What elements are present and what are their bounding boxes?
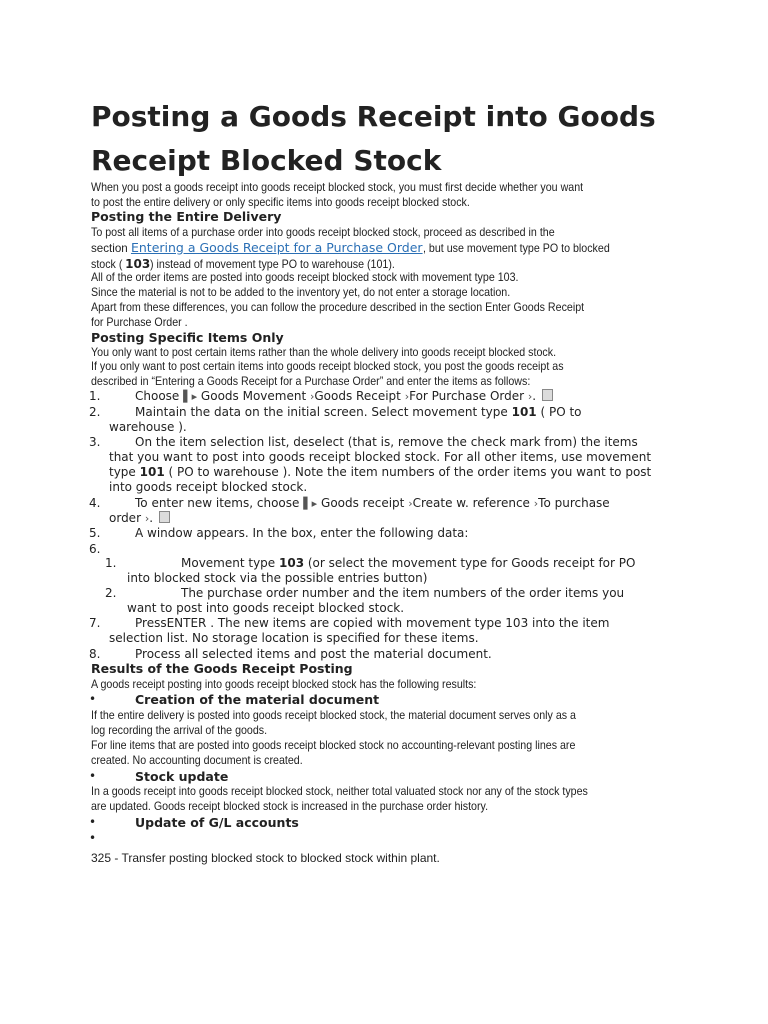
step-text: . <box>149 511 157 525</box>
step-text: PressENTER . The new items are copied with movement type 103 into the item <box>135 616 610 630</box>
step-text: into blocked stock via the possible entries button) <box>127 571 428 585</box>
paragraph-text: If you only want to post certain items into goods receipt blocked stock, you post the goods receipt as <box>91 360 564 373</box>
movement-type-103: 103 <box>125 257 151 271</box>
section-heading-entire-delivery: Posting the Entire Delivery <box>91 209 282 224</box>
path-arrow-icon: ▌▸ <box>303 497 318 510</box>
path-arrow-icon: ▌▸ <box>183 390 198 403</box>
chevron-right-icon: › <box>527 390 533 403</box>
list-item <box>135 496 610 510</box>
step-text: A window appears. In the box, enter the following data: <box>135 526 469 540</box>
paragraph-text: In a goods receipt into goods receipt blocked stock, neither total valuated stock nor any of the stock types <box>91 785 588 798</box>
step-text: . <box>532 389 540 403</box>
step-text: (or select the movement type for Goods receipt for PO <box>304 556 636 570</box>
paragraph-text: You only want to post certain items rather than the whole delivery into goods receipt blocked stock. <box>91 346 557 359</box>
list-item <box>109 511 170 525</box>
result-heading-material-document: Creation of the material document <box>135 692 380 707</box>
result-heading-gl-accounts: Update of G/L accounts <box>135 815 299 830</box>
list-number: 3. <box>89 435 101 449</box>
paragraph-text: , but use movement type PO to blocked <box>422 242 610 255</box>
list-number: 4. <box>89 496 101 510</box>
paragraph-text: for Purchase Order . <box>91 316 188 329</box>
list-number: 7. <box>89 616 101 630</box>
step-text: warehouse ). <box>109 420 187 434</box>
paragraph-text: If the entire delivery is posted into goods receipt blocked stock, the material document serves only as a <box>91 709 576 722</box>
result-heading-stock-update: Stock update <box>135 769 229 784</box>
menu-path-item: Goods Receipt <box>314 389 405 403</box>
list-item <box>181 556 635 570</box>
page-title-line-1: Posting a Goods Receipt into Goods <box>91 100 656 133</box>
menu-path-item: order <box>109 511 145 525</box>
list-number: 2. <box>105 586 117 600</box>
paragraph-text: Apart from these differences, you can follow the procedure described in the section Enter Goods Receipt <box>91 301 585 314</box>
step-text: want to post into goods receipt blocked stock. <box>127 601 405 615</box>
list-number: 1. <box>89 389 101 403</box>
chevron-right-icon: › <box>144 512 150 525</box>
chevron-right-icon: › <box>404 390 410 403</box>
menu-path-item: Goods Movement <box>197 389 310 403</box>
bullet-marker: • <box>89 769 97 783</box>
paragraph-text: To post all items of a purchase order into goods receipt blocked stock, proceed as described in the <box>91 226 555 239</box>
step-text: that you want to post into goods receipt blocked stock. For all other items, use movement <box>109 450 652 464</box>
paragraph-text: Since the material is not to be added to the inventory yet, do not enter a storage location. <box>91 286 511 299</box>
step-text: On the item selection list, deselect (that is, remove the check mark from) the items <box>135 435 638 449</box>
paragraph-text: stock ( <box>91 258 123 271</box>
entering-goods-receipt-link[interactable]: Entering a Goods Receipt for a Purchase Order <box>130 240 423 255</box>
movement-type-101: 101 <box>511 405 537 419</box>
step-text: Process all selected items and post the material document. <box>135 647 492 661</box>
paragraph-text: For line items that are posted into goods receipt blocked stock no accounting-relevant posting lines are <box>91 739 576 752</box>
step-text: Maintain the data on the initial screen. Select movement type <box>135 405 512 419</box>
step-text: ( PO to warehouse ). Note the item numbers of the order items you want to post <box>164 465 652 479</box>
menu-path-item: To purchase <box>538 496 610 510</box>
menu-box-icon <box>542 389 553 401</box>
step-text: Movement type <box>181 556 279 570</box>
bullet-marker: • <box>89 692 97 706</box>
list-number: 5. <box>89 526 101 540</box>
movement-type-103: 103 <box>279 556 305 570</box>
list-item <box>135 405 582 419</box>
paragraph-text: All of the order items are posted into goods receipt blocked stock with movement type 103. <box>91 271 519 284</box>
bullet-marker: • <box>89 831 97 845</box>
paragraph-text: section <box>91 242 131 255</box>
list-item <box>135 389 553 403</box>
step-text: into goods receipt blocked stock. <box>109 480 308 494</box>
list-number: 1. <box>105 556 117 570</box>
intro-text: When you post a goods receipt into goods receipt blocked stock, you must first decide whether you want <box>91 181 584 194</box>
step-text: The purchase order number and the item numbers of the order items you <box>181 586 625 600</box>
paragraph-text: created. No accounting document is created. <box>91 754 303 767</box>
paragraph-text: described in “Entering a Goods Receipt for a Purchase Order” and enter the items as follows: <box>91 375 531 388</box>
list-number: 6. <box>89 542 101 556</box>
menu-path-item: Create w. reference <box>412 496 534 510</box>
menu-path-item: For Purchase Order <box>409 389 528 403</box>
step-text: type <box>109 465 140 479</box>
list-item <box>109 465 651 479</box>
intro-text: to post the entire delivery or only specific items into goods receipt blocked stock. <box>91 196 470 209</box>
menu-box-icon <box>159 511 170 523</box>
section-heading-specific-items: Posting Specific Items Only <box>91 330 284 345</box>
paragraph-text: are updated. Goods receipt blocked stock is increased in the purchase order history. <box>91 800 489 813</box>
menu-path-item: Goods receipt <box>317 496 409 510</box>
list-number: 2. <box>89 405 101 419</box>
page-title-line-2: Receipt Blocked Stock <box>91 144 442 177</box>
chevron-right-icon: › <box>309 390 315 403</box>
step-text: To enter new items, choose <box>135 496 304 510</box>
step-text: Choose <box>135 389 184 403</box>
paragraph-text: A goods receipt posting into goods receipt blocked stock has the following results: <box>91 678 477 691</box>
paragraph-text: ) instead of movement type PO to warehouse (101). <box>150 258 396 271</box>
paragraph-text: log recording the arrival of the goods. <box>91 724 268 737</box>
step-text: ( PO to <box>536 405 582 419</box>
chevron-right-icon: › <box>408 497 413 510</box>
footer-text: 325 - Transfer posting blocked stock to blocked stock within plant. <box>91 851 440 865</box>
section-heading-results: Results of the Goods Receipt Posting <box>91 661 353 676</box>
bullet-marker: • <box>89 815 97 829</box>
list-number: 8. <box>89 647 101 661</box>
movement-type-101: 101 <box>139 465 165 479</box>
step-text: selection list. No storage location is specified for these items. <box>109 631 479 645</box>
chevron-right-icon: › <box>533 497 539 510</box>
